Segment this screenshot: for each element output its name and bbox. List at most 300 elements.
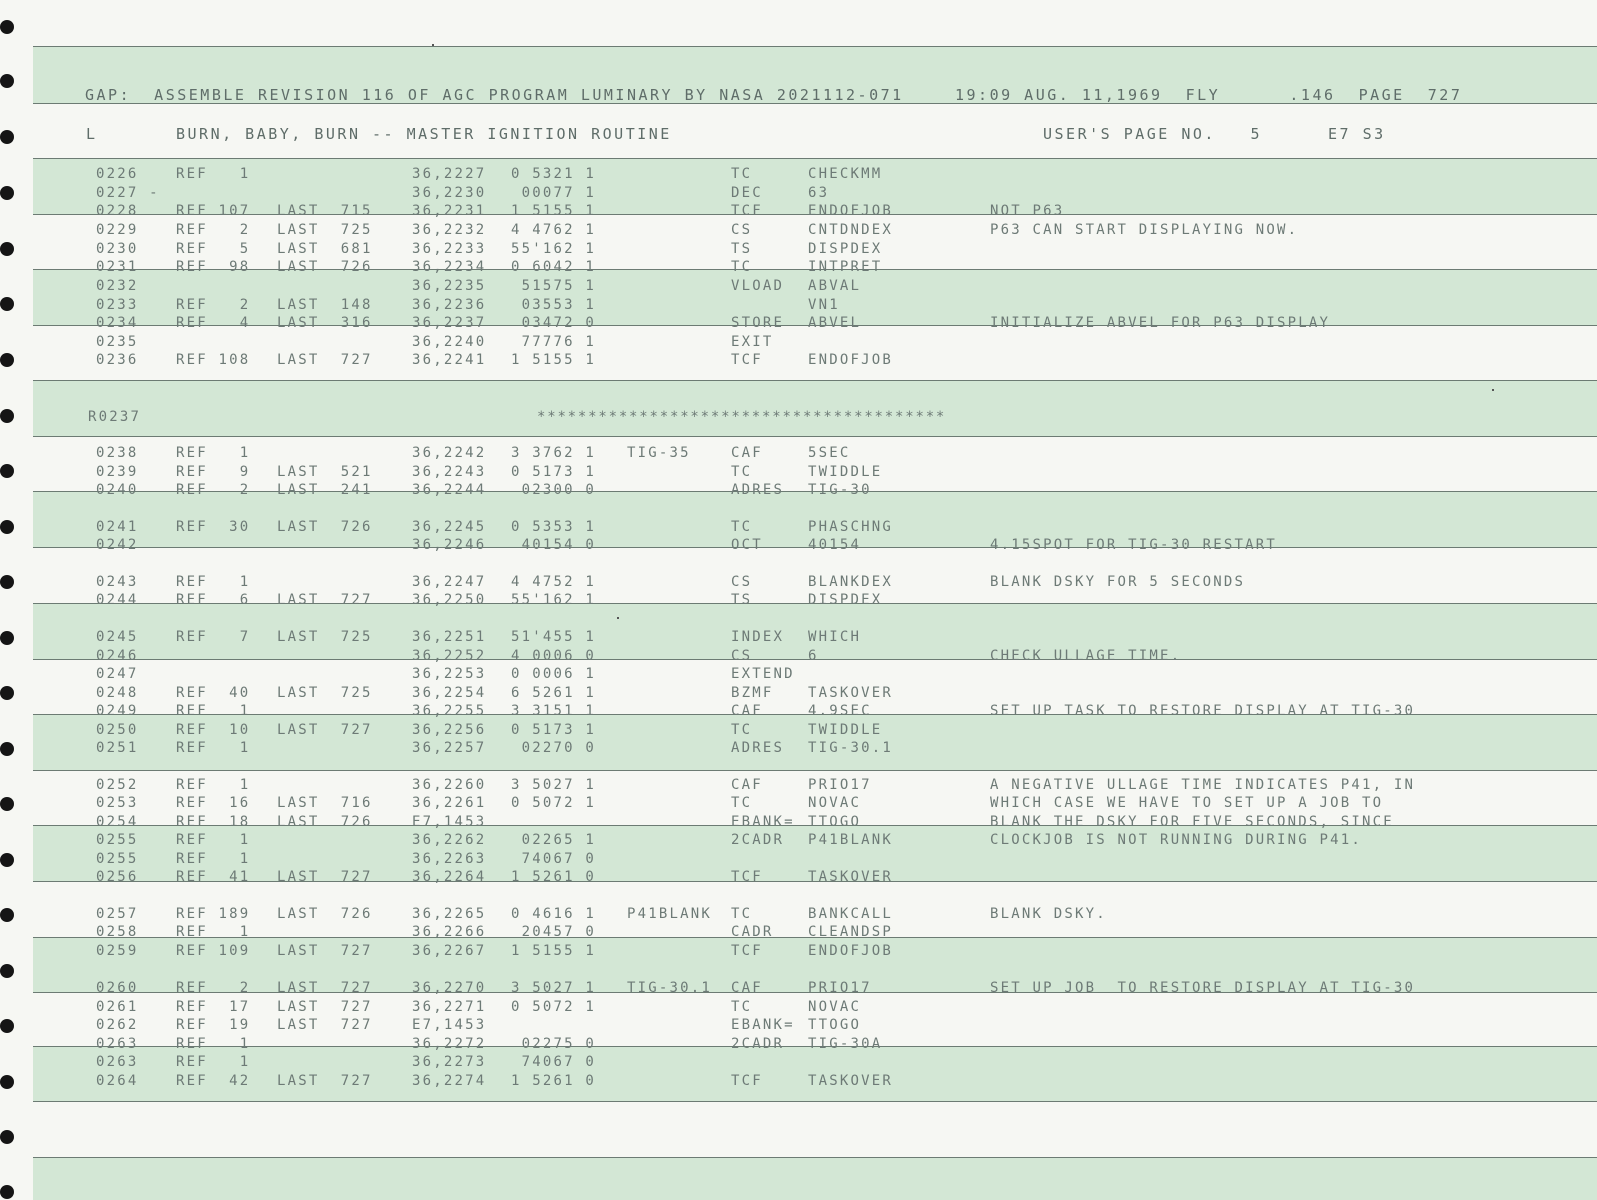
ref-count: REF 2 (176, 980, 251, 996)
octal-word: 55'162 1 (511, 592, 597, 608)
line-number: 0262 (96, 1017, 139, 1033)
last-reference: LAST 726 (277, 906, 373, 922)
ref-count: REF 6 (176, 592, 251, 608)
last-reference: LAST 521 (277, 464, 373, 480)
operand: TIG-30A (808, 1036, 883, 1052)
line-number: 0234 (96, 315, 139, 331)
ref-count: REF 18 (176, 814, 251, 830)
title-tag: L (86, 125, 98, 143)
last-reference: LAST 727 (277, 980, 373, 996)
ref-count: REF 9 (176, 464, 251, 480)
octal-word: 6 5261 1 (511, 685, 597, 701)
divider (33, 436, 1597, 437)
operand: TASKOVER (808, 869, 894, 885)
ref-count: REF 1 (176, 1054, 251, 1070)
line-number: 0228 (96, 203, 139, 219)
memory-address: 36,2235 (412, 278, 487, 294)
operand: TIG-30 (808, 482, 872, 498)
line-number: 0247 (96, 666, 139, 682)
last-reference: LAST 716 (277, 795, 373, 811)
comment: 4.15SPOT FOR TIG-30 RESTART (990, 537, 1277, 553)
operand: DISPDEX (808, 241, 883, 257)
octal-word: 03553 1 (511, 297, 597, 313)
opcode: BZMF (731, 685, 774, 701)
feed-hole (0, 908, 14, 922)
line-number: 0230 (96, 241, 139, 257)
line-number: 0253 (96, 795, 139, 811)
feed-hole (0, 186, 14, 200)
last-reference: LAST 726 (277, 519, 373, 535)
opcode: CAF (731, 703, 763, 719)
opcode: ADRES (731, 740, 785, 756)
ref-count: REF 1 (176, 445, 251, 461)
memory-address: 36,2267 (412, 943, 487, 959)
opcode: ADRES (731, 482, 785, 498)
line-number: 0238 (96, 445, 139, 461)
ref-count: REF 7 (176, 629, 251, 645)
opcode: TC (731, 519, 753, 535)
ref-count: REF 40 (176, 685, 251, 701)
statement-label: P41BLANK (627, 906, 713, 922)
opcode: TC (731, 166, 753, 182)
last-reference: LAST 727 (277, 1017, 373, 1033)
ref-count: REF 4 (176, 315, 251, 331)
opcode: TCF (731, 1073, 763, 1089)
last-reference: LAST 726 (277, 814, 373, 830)
feed-hole (0, 1075, 14, 1089)
operand: TTOGO (808, 1017, 862, 1033)
operand: ABVEL (808, 315, 862, 331)
memory-address: 36,2257 (412, 740, 487, 756)
octal-word: 1 5155 1 (511, 203, 597, 219)
ref-count: REF 189 (176, 906, 251, 922)
operand: ENDOFJOB (808, 203, 894, 219)
memory-address: 36,2242 (412, 445, 487, 461)
opcode: EXIT (731, 334, 774, 350)
opcode: TC (731, 906, 753, 922)
last-reference: LAST 715 (277, 203, 373, 219)
octal-word: 20457 0 (511, 924, 597, 940)
operand: TTOGO (808, 814, 862, 830)
opcode: TS (731, 241, 753, 257)
last-reference: LAST 148 (277, 297, 373, 313)
ref-count: REF 1 (176, 924, 251, 940)
opcode: TC (731, 259, 753, 275)
operand: CNTDNDEX (808, 222, 894, 238)
memory-address: 36,2250 (412, 592, 487, 608)
opcode: TC (731, 464, 753, 480)
last-reference: LAST 727 (277, 722, 373, 738)
operand: DISPDEX (808, 592, 883, 608)
ref-count: REF 1 (176, 832, 251, 848)
ref-count: REF 42 (176, 1073, 251, 1089)
line-number: 0235 (96, 334, 139, 350)
ref-count: REF 19 (176, 1017, 251, 1033)
last-reference: LAST 725 (277, 629, 373, 645)
line-number: 0261 (96, 999, 139, 1015)
line-number: 0249 (96, 703, 139, 719)
memory-address: 36,2265 (412, 906, 487, 922)
opcode: CS (731, 222, 753, 238)
comment: P63 CAN START DISPLAYING NOW. (990, 222, 1299, 238)
divider (33, 46, 1597, 47)
octal-word: 02275 0 (511, 1036, 597, 1052)
print-speck (1492, 389, 1494, 391)
octal-word: 74067 0 (511, 851, 597, 867)
line-number: 0256 (96, 869, 139, 885)
operand: TWIDDLE (808, 464, 883, 480)
ref-count: REF 1 (176, 777, 251, 793)
opcode: CADR (731, 924, 774, 940)
ref-count: REF 10 (176, 722, 251, 738)
feed-hole (0, 742, 14, 756)
feed-hole (0, 409, 14, 423)
line-number: 0258 (96, 924, 139, 940)
ref-count: REF 1 (176, 574, 251, 590)
operand: CHECKMM (808, 166, 883, 182)
last-reference: LAST 725 (277, 222, 373, 238)
last-reference: LAST 681 (277, 241, 373, 257)
last-reference: LAST 725 (277, 685, 373, 701)
opcode: TC (731, 999, 753, 1015)
ref-count: REF 16 (176, 795, 251, 811)
line-number: 0251 (96, 740, 139, 756)
octal-word: 51575 1 (511, 278, 597, 294)
memory-address: 36,2240 (412, 334, 487, 350)
ref-count: REF 5 (176, 241, 251, 257)
line-number: 0254 (96, 814, 139, 830)
feed-hole (0, 853, 14, 867)
octal-word: 1 5155 1 (511, 943, 597, 959)
operand: TIG-30.1 (808, 740, 894, 756)
feed-hole (0, 20, 14, 34)
memory-address: 36,2246 (412, 537, 487, 553)
memory-address: E7,1453 (412, 814, 487, 830)
operand: BLANKDEX (808, 574, 894, 590)
operand: PRIO17 (808, 980, 872, 996)
comment: CHECK ULLAGE TIME. (990, 648, 1182, 664)
line-number: 0255 (96, 832, 139, 848)
opcode: EXTEND (731, 666, 795, 682)
memory-address: 36,2261 (412, 795, 487, 811)
octal-word: 1 5155 1 (511, 352, 597, 368)
line-number: 0246 (96, 648, 139, 664)
memory-address: 36,2264 (412, 869, 487, 885)
last-reference: LAST 727 (277, 999, 373, 1015)
octal-word: 4 4762 1 (511, 222, 597, 238)
octal-word: 77776 1 (511, 334, 597, 350)
operand: ENDOFJOB (808, 352, 894, 368)
operand: ABVAL (808, 278, 862, 294)
octal-word: 40154 0 (511, 537, 597, 553)
opcode: CAF (731, 777, 763, 793)
operand: NOVAC (808, 795, 862, 811)
opcode: TCF (731, 352, 763, 368)
octal-word: 3 3151 1 (511, 703, 597, 719)
memory-address: 36,2260 (412, 777, 487, 793)
memory-address: 36,2233 (412, 241, 487, 257)
ref-count: REF 1 (176, 740, 251, 756)
opcode: CAF (731, 445, 763, 461)
opcode: VLOAD (731, 278, 785, 294)
comment: BLANK DSKY. (990, 906, 1107, 922)
memory-address: 36,2266 (412, 924, 487, 940)
ref-count: REF 1 (176, 166, 251, 182)
section-label: R0237 (88, 409, 142, 425)
last-reference: LAST 241 (277, 482, 373, 498)
octal-word: 0 5353 1 (511, 519, 597, 535)
operand: BANKCALL (808, 906, 894, 922)
opcode: EBANK= (731, 1017, 795, 1033)
octal-word: 3 3762 1 (511, 445, 597, 461)
octal-word: 55'162 1 (511, 241, 597, 257)
ref-count: REF 2 (176, 222, 251, 238)
memory-address: 36,2227 (412, 166, 487, 182)
feed-hole (0, 575, 14, 589)
memory-address: 36,2234 (412, 259, 487, 275)
memory-address: 36,2230 (412, 185, 487, 201)
memory-address: 36,2254 (412, 685, 487, 701)
line-number: 0227 - (96, 185, 160, 201)
comment: INITIALIZE ABVEL FOR P63 DISPLAY (990, 315, 1331, 331)
print-speck (432, 44, 434, 46)
print-speck (617, 617, 619, 619)
line-number: 0255 (96, 851, 139, 867)
opcode: DEC (731, 185, 763, 201)
ref-count: REF 41 (176, 869, 251, 885)
octal-word: 0 5072 1 (511, 795, 597, 811)
octal-word: 0 0006 1 (511, 666, 597, 682)
operand: 63 (808, 185, 830, 201)
octal-word: 02270 0 (511, 740, 597, 756)
last-reference: LAST 727 (277, 869, 373, 885)
feed-hole (0, 464, 14, 478)
memory-address: E7,1453 (412, 1017, 487, 1033)
divider (33, 770, 1597, 771)
ref-count: REF 30 (176, 519, 251, 535)
opcode: OCT (731, 537, 763, 553)
octal-word: 1 5261 0 (511, 869, 597, 885)
memory-address: 36,2270 (412, 980, 487, 996)
ref-count: REF 2 (176, 482, 251, 498)
octal-word: 0 4616 1 (511, 906, 597, 922)
opcode: CAF (731, 980, 763, 996)
section-stars: **************************************** (537, 409, 947, 425)
feed-hole (0, 520, 14, 534)
feed-hole (0, 631, 14, 645)
octal-word: 0 6042 1 (511, 259, 597, 275)
last-reference: LAST 726 (277, 259, 373, 275)
memory-address: 36,2232 (412, 222, 487, 238)
feed-hole (0, 242, 14, 256)
statement-label: TIG-35 (627, 445, 691, 461)
octal-word: 03472 0 (511, 315, 597, 331)
operand: VN1 (808, 297, 840, 313)
feed-hole (0, 74, 14, 88)
operand: PRIO17 (808, 777, 872, 793)
memory-address: 36,2274 (412, 1073, 487, 1089)
operand: TASKOVER (808, 685, 894, 701)
line-number: 0243 (96, 574, 139, 590)
line-number: 0236 (96, 352, 139, 368)
line-number: 0239 (96, 464, 139, 480)
operand: NOVAC (808, 999, 862, 1015)
line-number: 0242 (96, 537, 139, 553)
memory-address: 36,2262 (412, 832, 487, 848)
line-number: 0252 (96, 777, 139, 793)
operand: TASKOVER (808, 1073, 894, 1089)
memory-address: 36,2272 (412, 1036, 487, 1052)
octal-word: 02265 1 (511, 832, 597, 848)
memory-address: 36,2252 (412, 648, 487, 664)
opcode: TC (731, 795, 753, 811)
line-number: 0226 (96, 166, 139, 182)
opcode: CS (731, 574, 753, 590)
octal-word: 02300 0 (511, 482, 597, 498)
memory-address: 36,2271 (412, 999, 487, 1015)
octal-word: 00077 1 (511, 185, 597, 201)
memory-address: 36,2263 (412, 851, 487, 867)
memory-address: 36,2241 (412, 352, 487, 368)
line-number: 0263 (96, 1054, 139, 1070)
statement-label: TIG-30.1 (627, 980, 713, 996)
octal-word: 74067 0 (511, 1054, 597, 1070)
octal-word: 0 5173 1 (511, 464, 597, 480)
line-number: 0241 (96, 519, 139, 535)
ref-count: REF 107 (176, 203, 251, 219)
octal-word: 4 0006 0 (511, 648, 597, 664)
divider (33, 158, 1597, 159)
operand: WHICH (808, 629, 862, 645)
comment: A NEGATIVE ULLAGE TIME INDICATES P41, IN (990, 777, 1416, 793)
last-reference: LAST 727 (277, 1073, 373, 1089)
ref-count: REF 1 (176, 1036, 251, 1052)
ref-count: REF 17 (176, 999, 251, 1015)
octal-word: 51'455 1 (511, 629, 597, 645)
ref-count: REF 1 (176, 851, 251, 867)
line-number: 0245 (96, 629, 139, 645)
line-number: 0263 (96, 1036, 139, 1052)
memory-address: 36,2243 (412, 464, 487, 480)
comment: SET UP TASK TO RESTORE DISPLAY AT TIG-30 (990, 703, 1416, 719)
opcode: TCF (731, 943, 763, 959)
memory-address: 36,2255 (412, 703, 487, 719)
ref-count: REF 98 (176, 259, 251, 275)
feed-hole (0, 964, 14, 978)
operand: 5SEC (808, 445, 851, 461)
feed-hole (0, 1185, 14, 1199)
operand: 4.9SEC (808, 703, 872, 719)
ref-count: REF 108 (176, 352, 251, 368)
line-number: 0250 (96, 722, 139, 738)
bank-code: E7 S3 (1328, 125, 1386, 143)
octal-word: 0 5321 1 (511, 166, 597, 182)
opcode: TS (731, 592, 753, 608)
green-bar (33, 380, 1597, 436)
operand: TWIDDLE (808, 722, 883, 738)
last-reference: LAST 727 (277, 592, 373, 608)
feed-hole (0, 1130, 14, 1144)
feed-hole (0, 686, 14, 700)
line-number: 0259 (96, 943, 139, 959)
last-reference: LAST 727 (277, 352, 373, 368)
memory-address: 36,2251 (412, 629, 487, 645)
memory-address: 36,2245 (412, 519, 487, 535)
memory-address: 36,2247 (412, 574, 487, 590)
operand: 6 (808, 648, 819, 664)
memory-address: 36,2237 (412, 315, 487, 331)
assembly-header: GAP: ASSEMBLE REVISION 116 OF AGC PROGRAM LUMINARY BY NASA 2021112-071 (85, 86, 904, 104)
line-number: 0244 (96, 592, 139, 608)
opcode: 2CADR (731, 832, 785, 848)
line-number: 0260 (96, 980, 139, 996)
comment: BLANK THE DSKY FOR FIVE SECONDS, SINCE (990, 814, 1394, 830)
operand: CLEANDSP (808, 924, 894, 940)
comment: BLANK DSKY FOR 5 SECONDS (990, 574, 1246, 590)
green-bar (33, 1157, 1597, 1200)
comment: SET UP JOB TO RESTORE DISPLAY AT TIG-30 (990, 980, 1416, 996)
ref-count: REF 109 (176, 943, 251, 959)
divider (33, 1157, 1597, 1158)
octal-word: 3 5027 1 (511, 980, 597, 996)
opcode: EBANK= (731, 814, 795, 830)
operand: INTPRET (808, 259, 883, 275)
line-number: 0264 (96, 1073, 139, 1089)
operand: 40154 (808, 537, 862, 553)
feed-hole (0, 797, 14, 811)
print-timestamp-page: 19:09 AUG. 11,1969 FLY .146 PAGE 727 (955, 86, 1463, 104)
last-reference: LAST 727 (277, 943, 373, 959)
line-number: 0229 (96, 222, 139, 238)
divider (33, 1101, 1597, 1102)
opcode: TCF (731, 203, 763, 219)
memory-address: 36,2253 (412, 666, 487, 682)
last-reference: LAST 316 (277, 315, 373, 331)
memory-address: 36,2236 (412, 297, 487, 313)
octal-word: 3 5027 1 (511, 777, 597, 793)
opcode: INDEX (731, 629, 785, 645)
opcode: STORE (731, 315, 785, 331)
feed-hole (0, 353, 14, 367)
line-number: 0257 (96, 906, 139, 922)
line-number: 0231 (96, 259, 139, 275)
operand: ENDOFJOB (808, 943, 894, 959)
octal-word: 4 4752 1 (511, 574, 597, 590)
line-number: 0233 (96, 297, 139, 313)
comment: CLOCKJOB IS NOT RUNNING DURING P41. (990, 832, 1363, 848)
ref-count: REF 2 (176, 297, 251, 313)
opcode: TC (731, 722, 753, 738)
feed-hole (0, 297, 14, 311)
operand: PHASCHNG (808, 519, 894, 535)
feed-hole (0, 130, 14, 144)
comment: NOT P63 (990, 203, 1065, 219)
octal-word: 0 5173 1 (511, 722, 597, 738)
opcode: TCF (731, 869, 763, 885)
line-number: 0232 (96, 278, 139, 294)
feed-hole (0, 1019, 14, 1033)
memory-address: 36,2244 (412, 482, 487, 498)
ref-count: REF 1 (176, 703, 251, 719)
memory-address: 36,2231 (412, 203, 487, 219)
line-number: 0240 (96, 482, 139, 498)
memory-address: 36,2256 (412, 722, 487, 738)
line-number: 0248 (96, 685, 139, 701)
comment: WHICH CASE WE HAVE TO SET UP A JOB TO (990, 795, 1384, 811)
routine-title: BURN, BABY, BURN -- MASTER IGNITION ROUTINE (176, 125, 672, 143)
octal-word: 1 5261 0 (511, 1073, 597, 1089)
operand: P41BLANK (808, 832, 894, 848)
